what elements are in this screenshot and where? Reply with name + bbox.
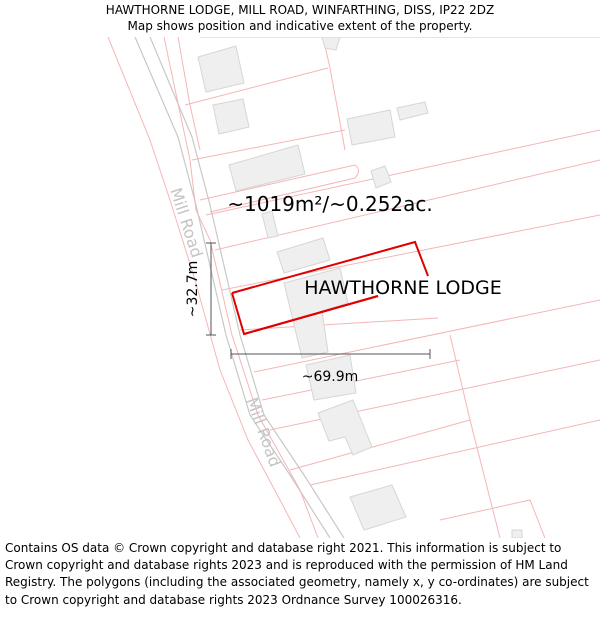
height-measure-label: ~32.7m xyxy=(185,260,201,318)
road-label-lower: Mill Road xyxy=(242,394,285,470)
property-name-label: HAWTHORNE LODGE xyxy=(304,277,502,299)
property-map[interactable] xyxy=(0,37,600,538)
property-address-title: HAWTHORNE LODGE, MILL ROAD, WINFARTHING, DISS, IP22 2DZ xyxy=(105,3,495,17)
copyright-notice: Contains OS data © Crown copyright and database right 2021. This information is subject to Crown copyright and database rights 2023 and is reproduced with the permission of HM Land Registry. The polygons (including the associated geometry, namely x, y co-ordinates) are subject to Crown copyright and database rights 2023 Ordnance Survey 100026316. xyxy=(5,541,589,607)
map-header xyxy=(0,0,600,39)
width-measure-label: ~69.9m xyxy=(301,369,359,385)
road-label-upper: Mill Road xyxy=(166,185,207,261)
map-subtitle: Map shows position and indicative extent of the property. xyxy=(127,19,473,33)
area-label: ~1019m²/~0.252ac. xyxy=(227,192,433,216)
